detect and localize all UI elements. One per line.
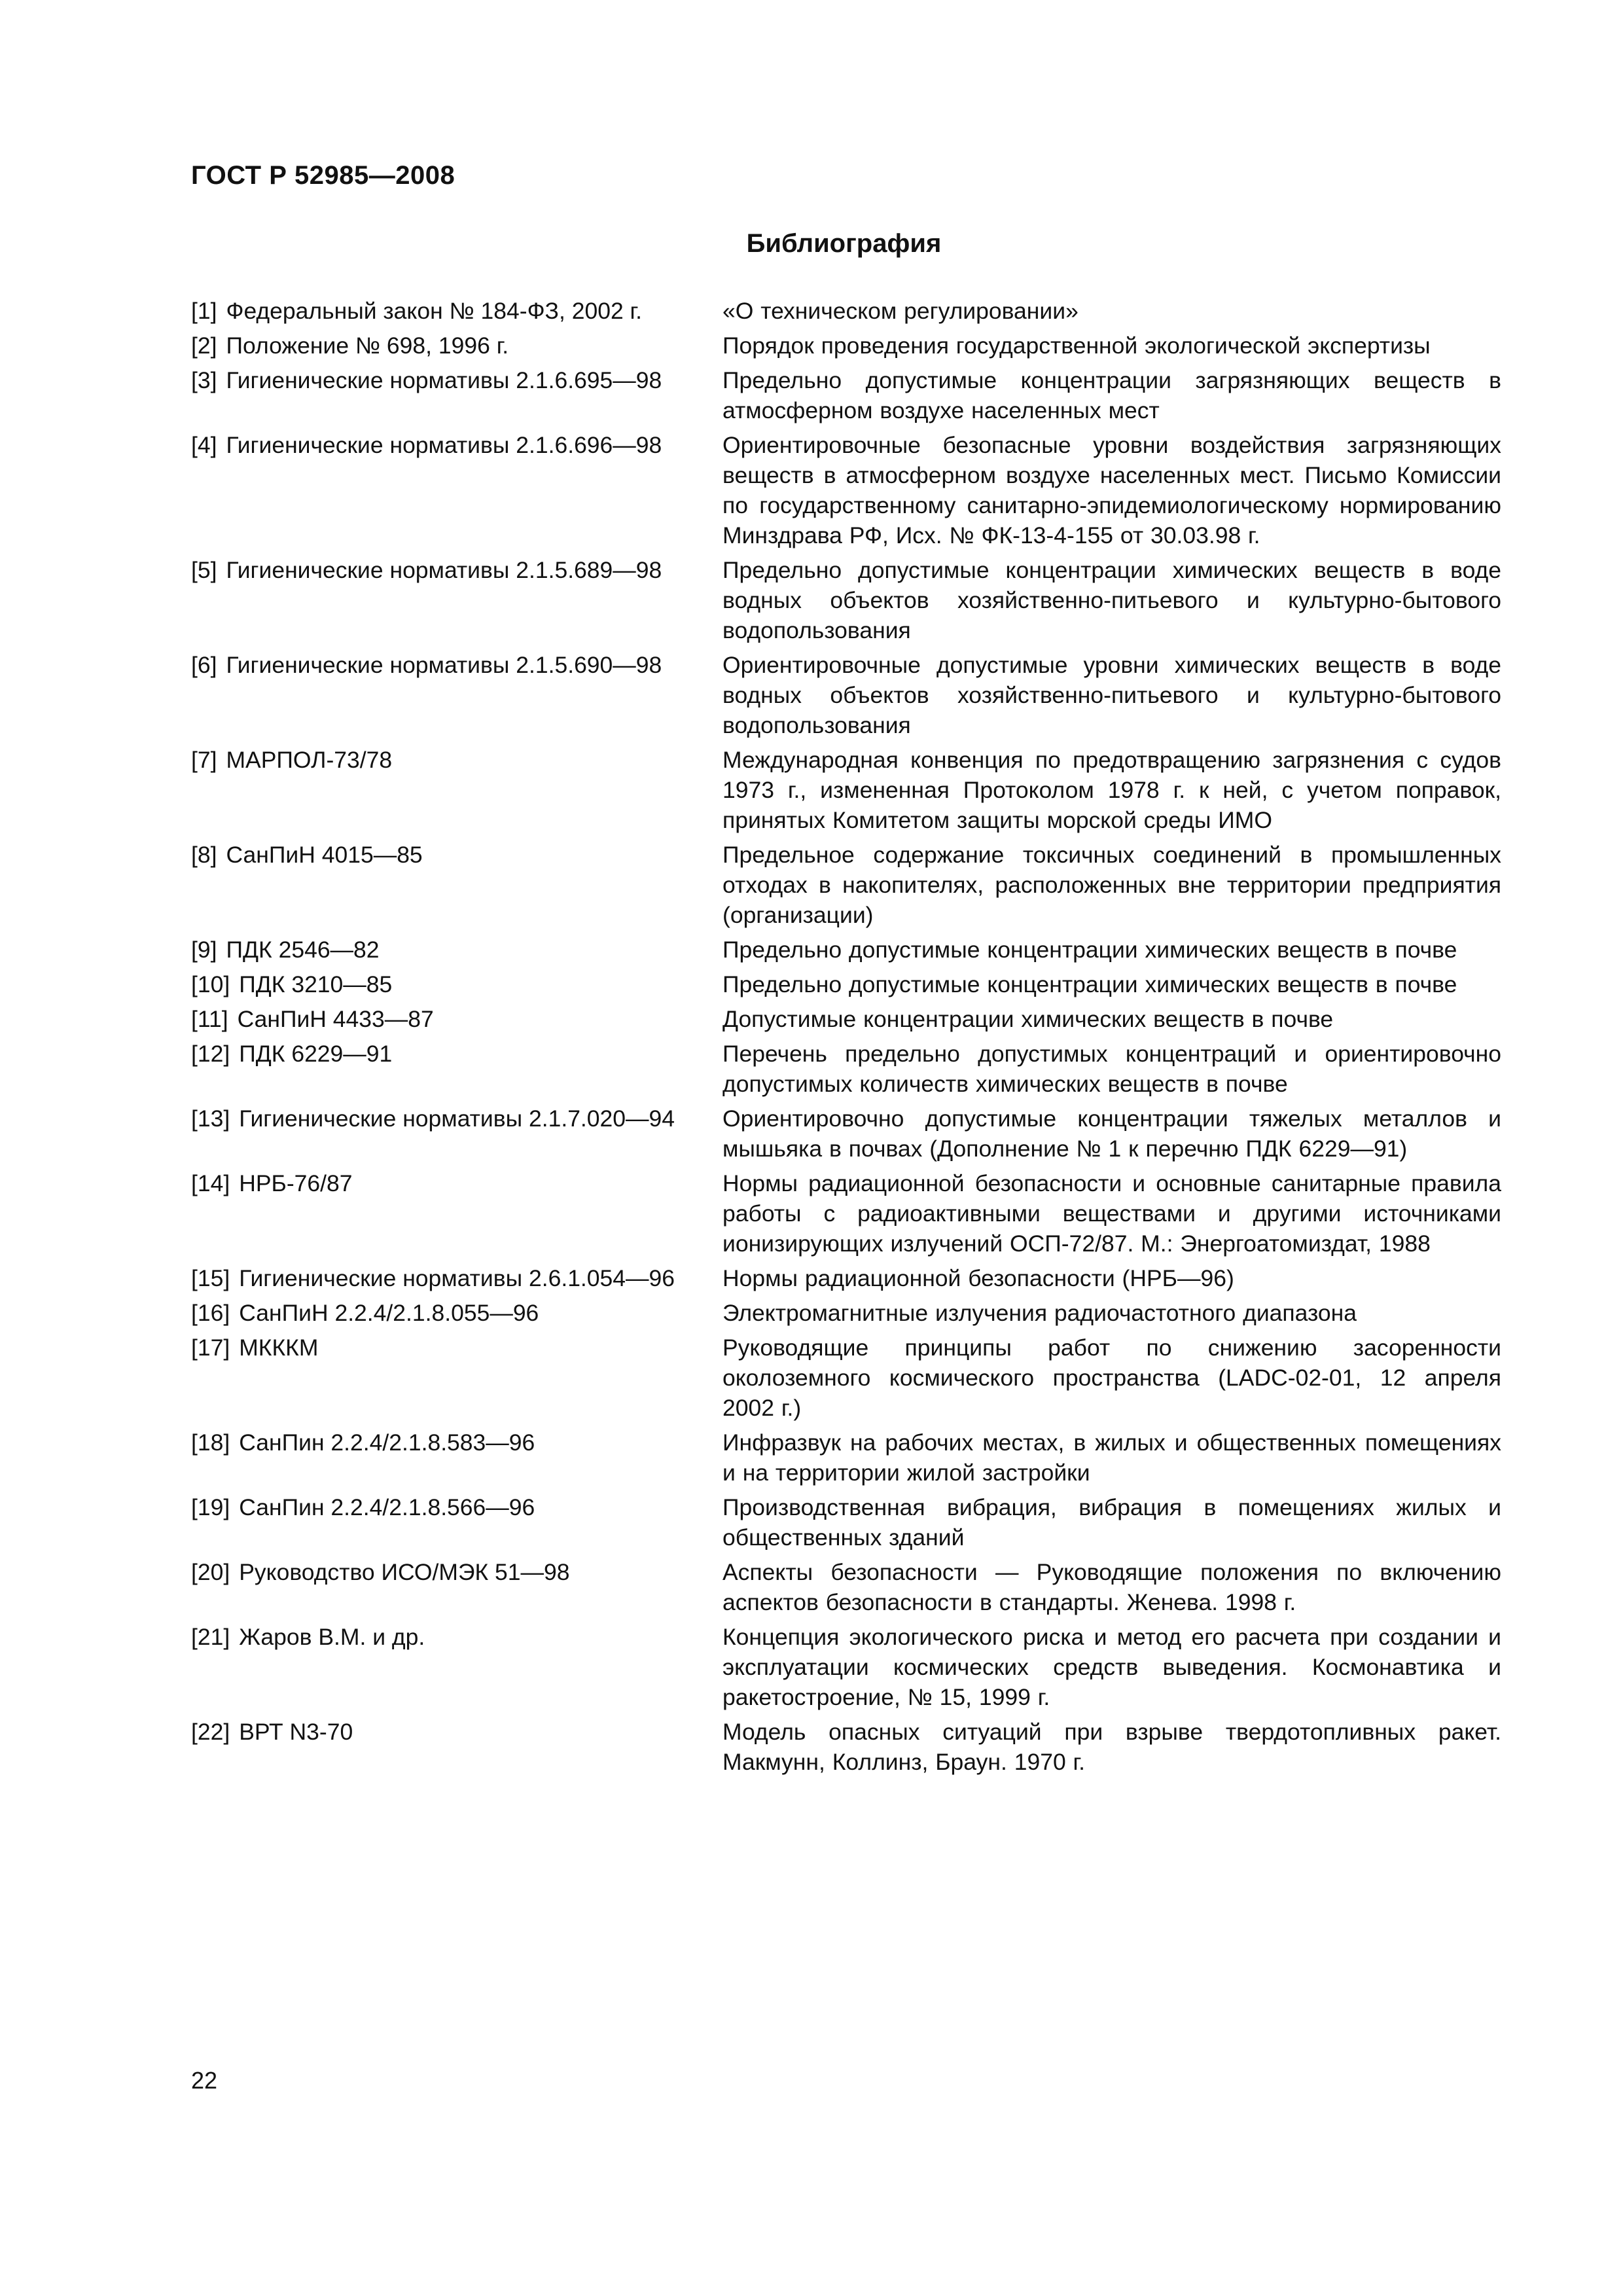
- entry-description: Нормы радиационной безопасности и основные санитарные правила работы с радиоактивными веществами и другими источниками ионизирующих излучений ОСП-72/87. М.: Энергоатомиздат, 1988: [722, 1170, 1501, 1257]
- page-number: 22: [191, 2067, 218, 2094]
- entry-reference: [191, 1717, 722, 1747]
- entry-description: Аспекты безопасности — Руководящие положения по включению аспектов безопасности в стандарты. Женева. 1998 г.: [722, 1559, 1501, 1615]
- entry-description: Руководящие принципы работ по снижению засоренности околоземного космического пространства (LADC-02-01, 12 апреля 2002 г.): [722, 1335, 1501, 1421]
- entry-description: Модель опасных ситуаций при взрыве твердотопливных ракет. Макмунн, Коллинз, Браун. 1970 г.: [722, 1719, 1501, 1775]
- entry-description: Предельно допустимые концентрации химических веществ в почве: [722, 971, 1457, 997]
- entry-description: Ориентировочные безопасные уровни воздействия загрязняющих веществ в атмосферном воздухе населенных мест. Письмо Комиссии по государственному санитарно-эпидемиологическому нормированию Минздрава РФ, Исх. № ФК-13-4-155 от 30.03.98 г.: [722, 432, 1501, 548]
- entry-number: [12]: [191, 1041, 230, 1067]
- entry-description: «О техническом регулировании»: [722, 298, 1079, 324]
- entry-number: [3]: [191, 367, 217, 393]
- entry-reference: [191, 1333, 722, 1363]
- entry-number: [9]: [191, 937, 217, 963]
- entry-number: [1]: [191, 298, 217, 324]
- entry-reference: [191, 935, 722, 965]
- bibliography-entry: [191, 555, 1507, 645]
- bibliography-entry: [191, 1103, 1507, 1164]
- entry-description: Перечень предельно допустимых концентраций и ориентировочно допустимых количеств химических веществ в почве: [722, 1041, 1501, 1097]
- entry-reference: [191, 1168, 722, 1198]
- entry-source: СанПин 2.2.4/2.1.8.566—96: [239, 1494, 535, 1520]
- entry-description: Предельно допустимые концентрации загрязняющих веществ в атмосферном воздухе населенных мест: [722, 367, 1501, 423]
- entry-number: [22]: [191, 1719, 230, 1745]
- entry-description: Порядок проведения государственной экологической экспертизы: [722, 332, 1431, 359]
- entry-number: [21]: [191, 1624, 230, 1650]
- bibliography-entry: [191, 745, 1507, 835]
- entry-number: [20]: [191, 1559, 230, 1585]
- entry-number: [17]: [191, 1335, 230, 1361]
- bibliography-entry: [191, 1263, 1507, 1293]
- entry-reference: [191, 1263, 722, 1293]
- entry-description: Международная конвенция по предотвращению загрязнения с судов 1973 г., измененная Протоколом 1978 г. к ней, с учетом поправок, принятых Комитетом защиты морской среды ИМО: [722, 747, 1501, 833]
- entry-source: МКККМ: [239, 1335, 319, 1361]
- entry-reference: [191, 296, 722, 326]
- bibliography-entry: [191, 935, 1507, 965]
- entry-number: [2]: [191, 332, 217, 359]
- entry-reference: [191, 1622, 722, 1652]
- section-title: Библиография: [746, 229, 942, 258]
- entry-source: СанПиН 4015—85: [226, 842, 423, 868]
- entry-source: СанПиН 4433—87: [237, 1006, 434, 1032]
- entry-source: Гигиенические нормативы 2.1.7.020—94: [239, 1105, 675, 1132]
- entry-description: Ориентировочные допустимые уровни химических веществ в воде водных объектов хозяйственно-питьевого и культурно-бытового водопользования: [722, 652, 1501, 738]
- entry-number: [11]: [191, 1006, 228, 1032]
- entry-reference: [191, 840, 722, 870]
- bibliography-entry: [191, 1427, 1507, 1488]
- entry-description: Концепция экологического риска и метод его расчета при создании и эксплуатации космических средств выведения. Космонавтика и ракетостроение, № 15, 1999 г.: [722, 1624, 1501, 1710]
- entry-reference: [191, 1004, 722, 1034]
- bibliography-list: [191, 296, 1507, 1782]
- entry-source: Федеральный закон № 184-ФЗ, 2002 г.: [226, 298, 643, 324]
- entry-source: ВРТ N3-70: [239, 1719, 353, 1745]
- entry-reference: [191, 745, 722, 775]
- entry-reference: [191, 1427, 722, 1458]
- bibliography-entry: [191, 1298, 1507, 1328]
- entry-number: [6]: [191, 652, 217, 678]
- standard-designation: ГОСТ Р 52985—2008: [191, 161, 455, 190]
- bibliography-entry: [191, 1492, 1507, 1552]
- entry-source: НРБ-76/87: [239, 1170, 353, 1196]
- entry-source: ПДК 2546—82: [226, 937, 380, 963]
- bibliography-entry: [191, 1039, 1507, 1099]
- bibliography-entry: [191, 1622, 1507, 1712]
- bibliography-entry: [191, 1333, 1507, 1423]
- entry-description: Предельно допустимые концентрации химических веществ в почве: [722, 937, 1457, 963]
- entry-description: Ориентировочно допустимые концентрации тяжелых металлов и мышьяка в почвах (Дополнение № 1 к перечню ПДК 6229—91): [722, 1105, 1501, 1162]
- entry-number: [7]: [191, 747, 217, 773]
- entry-source: Гигиенические нормативы 2.1.6.695—98: [226, 367, 662, 393]
- entry-reference: [191, 1039, 722, 1069]
- bibliography-entry: [191, 1717, 1507, 1777]
- entry-description: Производственная вибрация, вибрация в помещениях жилых и общественных зданий: [722, 1494, 1501, 1551]
- entry-number: [15]: [191, 1265, 230, 1291]
- entry-reference: [191, 555, 722, 585]
- entry-reference: [191, 430, 722, 460]
- entry-source: Гигиенические нормативы 2.1.6.696—98: [226, 432, 662, 458]
- entry-description: Предельно допустимые концентрации химических веществ в воде водных объектов хозяйственно-питьевого и культурно-бытового водопользования: [722, 557, 1501, 643]
- entry-description: Допустимые концентрации химических веществ в почве: [722, 1006, 1334, 1032]
- entry-number: [16]: [191, 1300, 230, 1326]
- entry-source: СанПиН 2.2.4/2.1.8.055—96: [239, 1300, 539, 1326]
- entry-source: ПДК 3210—85: [239, 971, 393, 997]
- entry-number: [18]: [191, 1429, 230, 1456]
- entry-description: Предельное содержание токсичных соединений в промышленных отходах в накопителях, расположенных вне территории предприятия (организации): [722, 842, 1501, 928]
- entry-description: Нормы радиационной безопасности (НРБ—96): [722, 1265, 1234, 1291]
- entry-source: Гигиенические нормативы 2.6.1.054—96: [239, 1265, 675, 1291]
- entry-number: [10]: [191, 971, 230, 997]
- entry-reference: [191, 1103, 722, 1134]
- entry-source: ПДК 6229—91: [239, 1041, 393, 1067]
- bibliography-entry: [191, 365, 1507, 425]
- bibliography-entry: [191, 430, 1507, 550]
- entry-number: [14]: [191, 1170, 230, 1196]
- entry-reference: [191, 365, 722, 395]
- entry-number: [8]: [191, 842, 217, 868]
- entry-number: [19]: [191, 1494, 230, 1520]
- entry-source: Положение № 698, 1996 г.: [226, 332, 509, 359]
- entry-reference: [191, 1298, 722, 1328]
- bibliography-entry: [191, 1168, 1507, 1259]
- entry-source: Жаров В.М. и др.: [239, 1624, 425, 1650]
- entry-source: МАРПОЛ-73/78: [226, 747, 393, 773]
- entry-description: Электромагнитные излучения радиочастотного диапазона: [722, 1300, 1357, 1326]
- bibliography-entry: [191, 1004, 1507, 1034]
- entry-reference: [191, 969, 722, 999]
- bibliography-entry: [191, 331, 1507, 361]
- bibliography-entry: [191, 840, 1507, 930]
- bibliography-entry: [191, 650, 1507, 740]
- entry-number: [13]: [191, 1105, 230, 1132]
- entry-source: Руководство ИСО/МЭК 51—98: [239, 1559, 570, 1585]
- bibliography-entry: [191, 969, 1507, 999]
- entry-number: [4]: [191, 432, 217, 458]
- bibliography-entry: [191, 296, 1507, 326]
- entry-reference: [191, 1492, 722, 1522]
- entry-description: Инфразвук на рабочих местах, в жилых и общественных помещениях и на территории жилой застройки: [722, 1429, 1501, 1486]
- entry-reference: [191, 650, 722, 680]
- entry-number: [5]: [191, 557, 217, 583]
- bibliography-entry: [191, 1557, 1507, 1617]
- entry-source: Гигиенические нормативы 2.1.5.690—98: [226, 652, 662, 678]
- entry-reference: [191, 1557, 722, 1587]
- entry-source: СанПин 2.2.4/2.1.8.583—96: [239, 1429, 535, 1456]
- entry-reference: [191, 331, 722, 361]
- entry-source: Гигиенические нормативы 2.1.5.689—98: [226, 557, 662, 583]
